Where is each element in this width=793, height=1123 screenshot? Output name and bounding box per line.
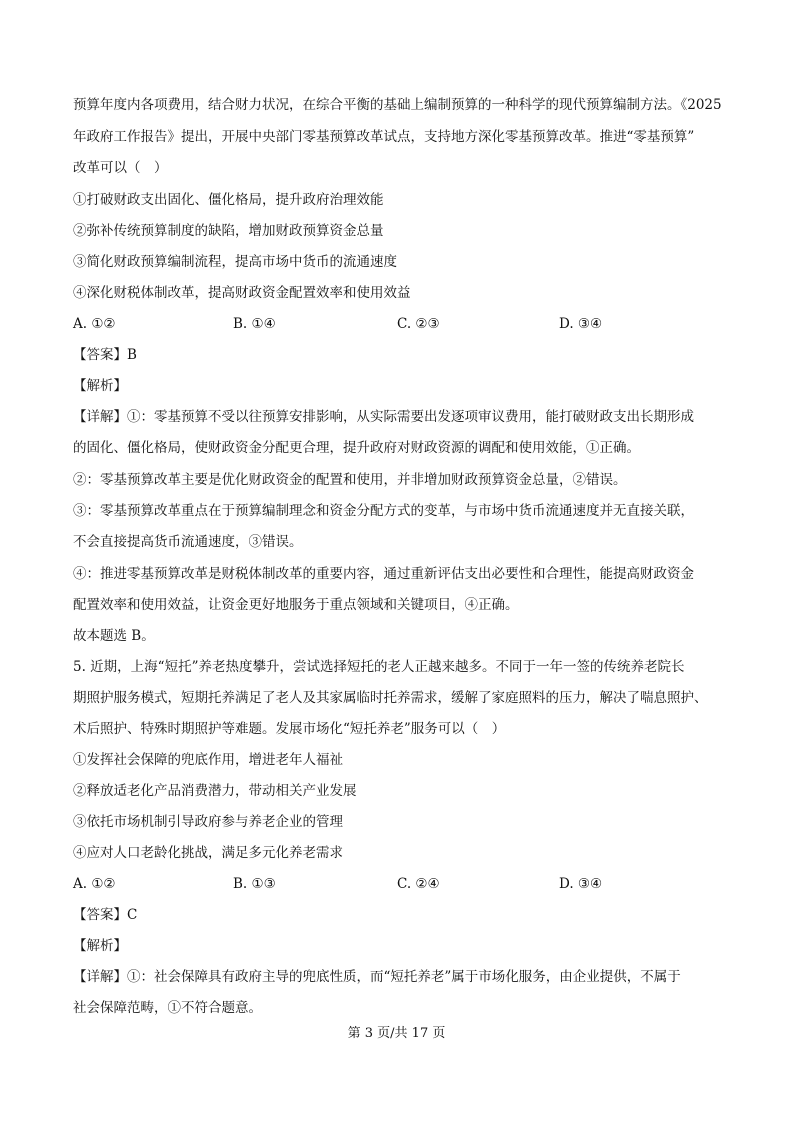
q5-stem-line-3: 术后照护、特殊时期照护等难题。发展市场化“短托养老”服务可以（ ）: [73, 721, 506, 737]
q4-explanation-line-7: 配置效率和使用效益，让资金更好地服务于重点领域和关键项目，④正确。: [73, 597, 519, 613]
q4-statement-2: ②弥补传统预算制度的缺陷，增加财政预算资金总量: [73, 223, 384, 239]
q5-option-c: C. ②④: [397, 876, 440, 892]
q4-explanation-line-2: 的固化、僵化格局，使财政资金分配更合理，提升政府对财政资源的调配和使用效能，①正确。: [73, 440, 640, 456]
q5-stem-line-1: 5. 近期，上海“短托”养老热度攀升，尝试选择短托的老人正越来越多。不同于一年一签的传统养老院长: [73, 659, 685, 675]
q5-answer: 【答案】C: [73, 907, 138, 923]
q4-explanation-line-1: 【详解】①：零基预算不受以往预算安排影响，从实际需要出发逐项审议费用，能打破财政支出长期形成: [73, 409, 694, 425]
q5-analysis-label: 【解析】: [73, 938, 127, 954]
q4-explanation-line-6: ④：推进零基预算改革是财税体制改革的重要内容，通过重新评估支出必要性和合理性，能提高财政资金: [73, 566, 694, 582]
q4-stem-line-3: 改革可以（ ）: [73, 160, 168, 176]
q5-option-a: A. ①②: [73, 876, 116, 892]
q4-option-a: A. ①②: [73, 316, 116, 332]
q4-option-d: D. ③④: [559, 316, 603, 332]
q5-option-d: D. ③④: [559, 876, 603, 892]
q5-explanation-line-1: 【详解】①：社会保障具有政府主导的兜底性质，而“短托养老”属于市场化服务，由企业提供，不属于: [73, 969, 681, 985]
q5-explanation-line-2: 社会保障范畴，①不符合题意。: [73, 1000, 262, 1016]
q5-statement-3: ③依托市场机制引导政府参与养老企业的管理: [73, 814, 343, 830]
q4-answer: 【答案】B: [73, 347, 137, 363]
q4-statement-4: ④深化财税体制改革，提高财政资金配置效率和使用效益: [73, 285, 411, 301]
q4-conclusion: 故本题选 B。: [73, 628, 155, 644]
q4-option-b: B. ①④: [233, 316, 276, 332]
q5-stem-line-2: 期照护服务模式，短期托养满足了老人及其家属临时托养需求，缓解了家庭照料的压力，解决了喘息照护、: [73, 690, 708, 706]
q4-explanation-line-3: ②：零基预算改革主要是优化财政资金的配置和使用，并非增加财政预算资金总量，②错误。: [73, 472, 627, 488]
q4-explanation-line-4: ③：零基预算改革重点在于预算编制理念和资金分配方式的变革，与市场中货币流通速度并无直接关联，: [73, 503, 694, 519]
q4-explanation-line-5: 不会直接提高货币流通速度，③错误。: [73, 534, 303, 550]
q4-statement-3: ③简化财政预算编制流程，提高市场中货币的流通速度: [73, 254, 397, 270]
q5-option-b: B. ①③: [233, 876, 276, 892]
q5-options: [73, 874, 723, 894]
q4-analysis-label: 【解析】: [73, 378, 127, 394]
q4-statement-1: ①打破财政支出固化、僵化格局，提升政府治理效能: [73, 192, 384, 208]
q5-statement-1: ①发挥社会保障的兜底作用，增进老年人福祉: [73, 752, 343, 768]
q5-statement-2: ②释放适老化产品消费潜力，带动相关产业发展: [73, 783, 357, 799]
q4-stem-line-2: 年政府工作报告》提出，开展中央部门零基预算改革试点，支持地方深化零基预算改革。推进“零基预算”: [73, 129, 695, 145]
q5-statement-4: ④应对人口老龄化挑战，满足多元化养老需求: [73, 845, 343, 861]
page-number-footer: 第 3 页/共 17 页: [347, 1026, 446, 1041]
q4-options: [73, 314, 723, 334]
q4-stem-line-1: 预算年度内各项费用，结合财力状况，在综合平衡的基础上编制预算的一种科学的现代预算编制方法。《2025: [73, 97, 722, 113]
q4-option-c: C. ②③: [397, 316, 440, 332]
